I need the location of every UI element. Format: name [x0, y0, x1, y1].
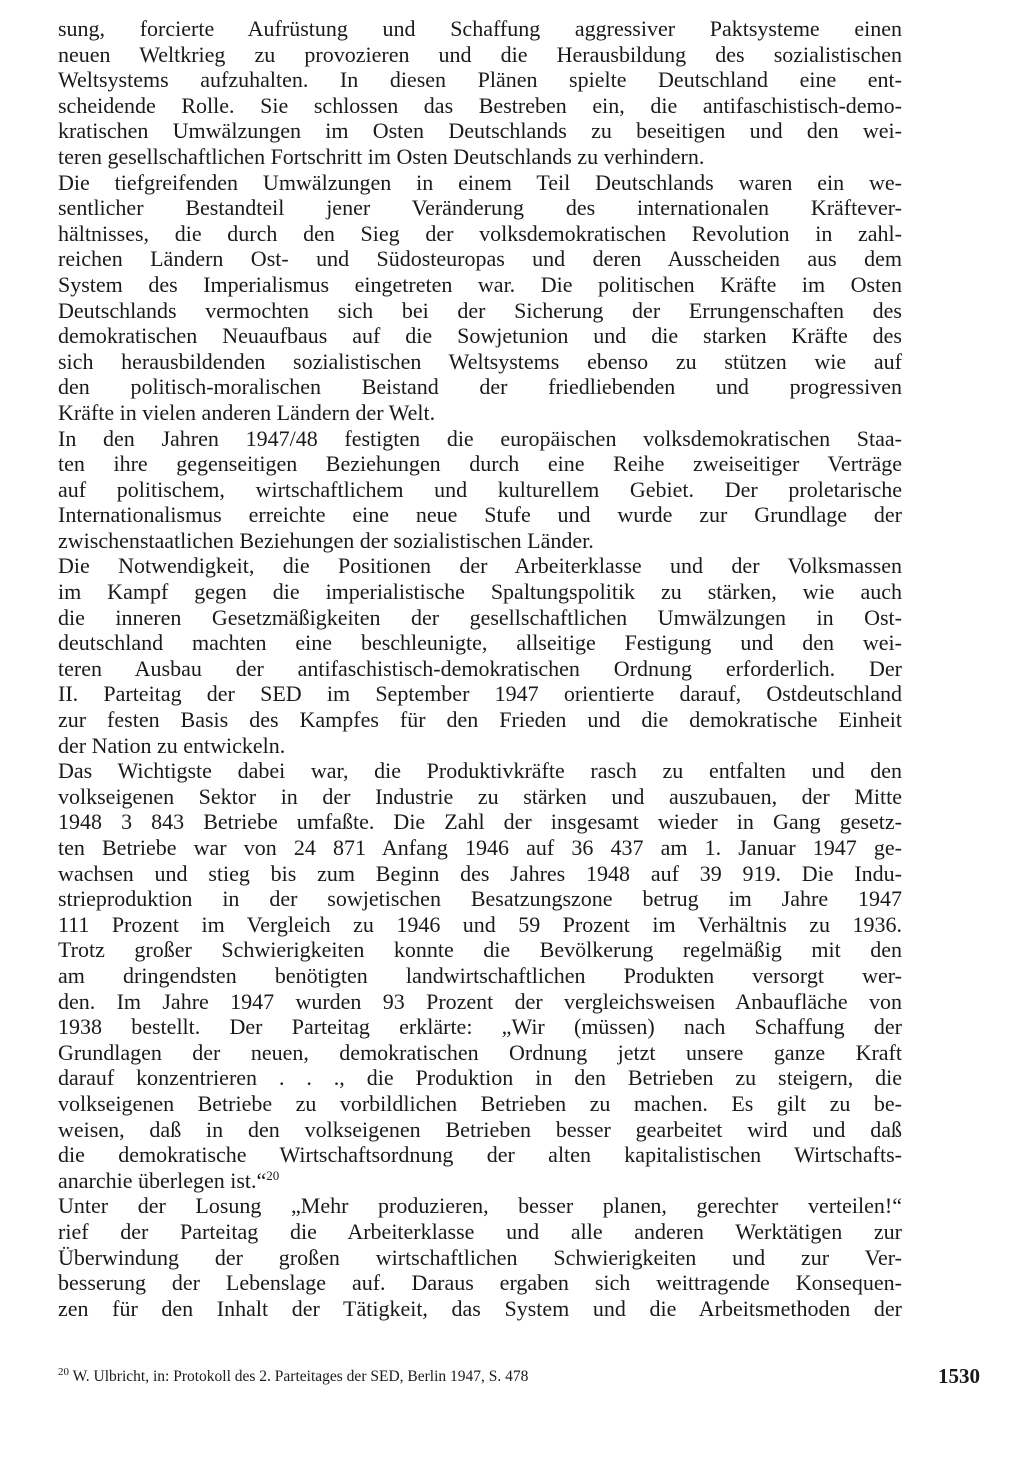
page-number: 1530	[938, 1364, 980, 1388]
text-line: deutschland machten eine beschleunigte, allseitige Festigung und den wei-	[58, 630, 902, 656]
text-line: Die tiefgreifenden Umwälzungen in einem Teil Deutschlands waren ein we-	[58, 169, 902, 195]
text-line: auf politischem, wirtschaftlichem und kulturellem Gebiet. Der proletarische	[58, 476, 902, 502]
text-line: System des Imperialismus eingetreten war. Die politischen Kräfte im Osten	[58, 271, 902, 297]
document-body	[58, 16, 902, 1321]
text-line: teren Ausbau der antifaschistisch-demokratischen Ordnung erforderlich. Der	[58, 655, 902, 681]
paragraph-2	[58, 170, 902, 426]
text-line: teren gesellschaftlichen Fortschritt im Osten Deutschlands zu verhindern.	[58, 143, 705, 169]
text-line: ten ihre gegenseitigen Beziehungen durch eine Reihe zweiseitiger Verträge	[58, 451, 902, 477]
text-line: Kräfte in vielen anderen Ländern der Welt.	[58, 399, 436, 425]
text-line: Internationalismus erreichte eine neue Stufe und wurde zur Grundlage der	[58, 502, 902, 528]
text-line: Unter der Losung „Mehr produzieren, besser planen, gerechter verteilen!“	[58, 1193, 902, 1219]
paragraph-5	[58, 758, 902, 1193]
text-line: scheidende Rolle. Sie schlossen das Bestreben ein, die antifaschistisch-demo-	[58, 92, 902, 118]
text-line: wachsen und stieg bis zum Beginn des Jahres 1948 auf 39 919. Die Indu-	[58, 860, 902, 886]
text-line: die inneren Gesetzmäßigkeiten der gesellschaftlichen Umwälzungen in Ost-	[58, 604, 902, 630]
text-line: Überwindung der großen wirtschaftlichen Schwierigkeiten und zur Ver-	[58, 1244, 902, 1270]
text-line: II. Parteitag der SED im September 1947 orientierte darauf, Ostdeutschland	[58, 681, 902, 707]
text-line: Deutschlands vermochten sich bei der Sicherung der Errungenschaften des	[58, 297, 902, 323]
text-line: zen für den Inhalt der Tätigkeit, das System und die Arbeitsmethoden der	[58, 1295, 902, 1321]
text-line: Weltsystems aufzuhalten. In diesen Plänen spielte Deutschland eine ent-	[58, 67, 902, 93]
paragraph-6	[58, 1193, 902, 1321]
text-line: 111 Prozent im Vergleich zu 1946 und 59 Prozent im Verhältnis zu 1936.	[58, 911, 902, 937]
text-line: neuen Weltkrieg zu provozieren und die Herausbildung des sozialistischen	[58, 41, 902, 67]
text-line: ten Betriebe war von 24 871 Anfang 1946 auf 36 437 am 1. Januar 1947 ge-	[58, 835, 902, 860]
footnote-reference: 20	[266, 1167, 280, 1183]
text-line: die demokratische Wirtschaftsordnung der alten kapitalistischen Wirtschafts-	[58, 1142, 902, 1168]
footnote	[58, 1368, 528, 1386]
text-line: Die Notwendigkeit, die Positionen der Arbeiterklasse und der Volksmassen	[58, 553, 902, 579]
text-line: 1948 3 843 Betriebe umfaßte. Die Zahl der insgesamt wieder in Gang gesetz-	[58, 809, 902, 835]
text-line: strieproduktion in der sowjetischen Besatzungszone betrug im Jahre 1947	[58, 886, 902, 912]
text-line: sich herausbildenden sozialistischen Weltsystems ebenso zu stützen wie auf	[58, 348, 902, 374]
text-line: volkseigenen Sektor in der Industrie zu stärken und auszubauen, der Mitte	[58, 783, 902, 809]
footnote-text: W. Ulbricht, in: Protokoll des 2. Parteitages der SED, Berlin 1947, S. 478	[69, 1368, 529, 1385]
text-line: der Nation zu entwickeln.	[58, 732, 286, 758]
text-line: im Kampf gegen die imperialistische Spaltungspolitik zu stärken, wie auch	[58, 579, 902, 605]
text-line: sentlicher Bestandteil jener Veränderung des internationalen Kräftever-	[58, 195, 902, 221]
text-line: den. Im Jahre 1947 wurden 93 Prozent der vergleichsweisen Anbaufläche von	[58, 988, 902, 1014]
quote-end-text: anarchie überlegen ist.“	[58, 1167, 267, 1193]
text-line: rief der Parteitag die Arbeiterklasse und alle anderen Werktätigen zur	[58, 1218, 902, 1244]
page-footer	[58, 1364, 980, 1394]
text-line: zwischenstaatlichen Beziehungen der sozialistischen Länder.	[58, 527, 594, 553]
paragraph-1	[58, 16, 902, 170]
text-line: den politisch-moralischen Beistand der friedliebenden und progressiven	[58, 374, 902, 400]
footnote-number: 20	[58, 1366, 69, 1378]
text-line: volkseigenen Betriebe zu vorbildlichen Betrieben zu machen. Es gilt zu be-	[58, 1090, 902, 1116]
text-line: In den Jahren 1947/48 festigten die europäischen volksdemokratischen Staa-	[58, 425, 902, 451]
text-line: Trotz großer Schwierigkeiten konnte die Bevölkerung regelmäßig mit den	[58, 937, 902, 963]
text-line: sung, forcierte Aufrüstung und Schaffung aggressiver Paktsysteme einen	[58, 16, 902, 41]
text-line: darauf konzentrieren . . ., die Produktion in den Betrieben zu steigern, die	[58, 1065, 902, 1091]
text-line: Grundlagen der neuen, demokratischen Ordnung jetzt unsere ganze Kraft	[58, 1039, 902, 1065]
text-line: hältnisses, die durch den Sieg der volksdemokratischen Revolution in zahl-	[58, 220, 902, 246]
text-line: weisen, daß in den volkseigenen Betrieben besser gearbeitet wird und daß	[58, 1116, 902, 1142]
text-line: am dringendsten benötigten landwirtschaftlichen Produkten versorgt wer-	[58, 962, 902, 988]
text-line: demokratischen Neuaufbaus auf die Sowjetunion und die starken Kräfte des	[58, 323, 902, 349]
text-line: zur festen Basis des Kampfes für den Frieden und die demokratische Einheit	[58, 707, 902, 733]
text-line: Das Wichtigste dabei war, die Produktivkräfte rasch zu entfalten und den	[58, 758, 902, 784]
text-line: reichen Ländern Ost- und Südosteuropas und deren Ausscheiden aus dem	[58, 246, 902, 272]
text-line	[58, 1168, 902, 1194]
text-line: besserung der Lebenslage auf. Daraus ergaben sich weittragende Konsequen-	[58, 1270, 902, 1296]
paragraph-4	[58, 553, 902, 758]
text-line: kratischen Umwälzungen im Osten Deutschlands zu beseitigen und den wei-	[58, 118, 902, 144]
text-line: 1938 bestellt. Der Parteitag erklärte: „Wir (müssen) nach Schaffung der	[58, 1014, 902, 1040]
paragraph-3	[58, 426, 902, 554]
